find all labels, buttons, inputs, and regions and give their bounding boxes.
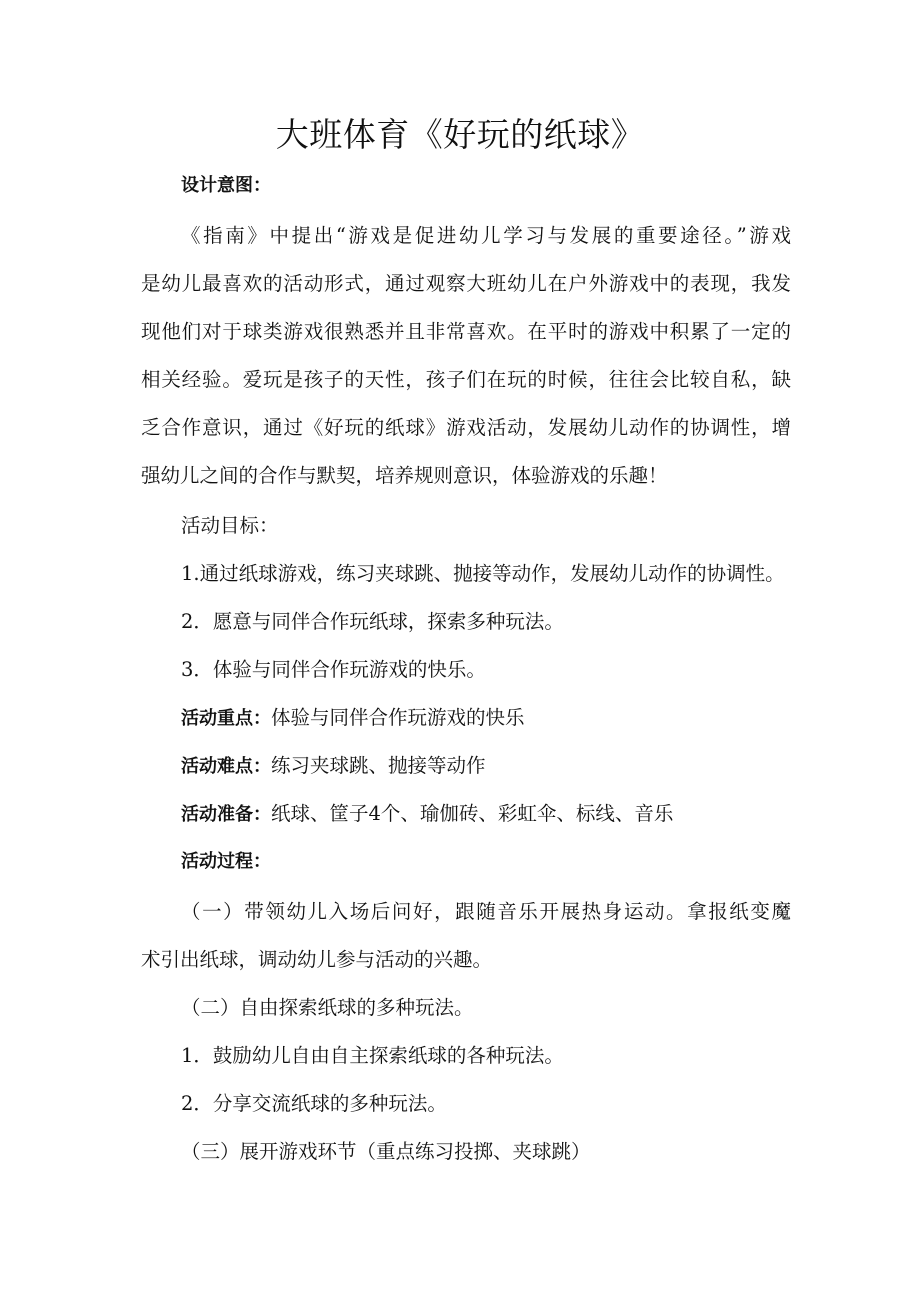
process-3-heading: （三）展开游戏环节（重点练习投掷、夹球跳） — [181, 1140, 591, 1163]
difficulty-text: 练习夹球跳、抛接等动作 — [271, 754, 486, 777]
document-title: 大班体育《好玩的纸球》 — [275, 115, 645, 154]
design-intent-heading: 设计意图： — [181, 175, 271, 196]
intent-line-5: 乏合作意识，通过《好玩的纸球》游戏活动，发展幼儿动作的协调性，增 — [141, 416, 791, 439]
process-2-heading: （二）自由探索纸球的多种玩法。 — [181, 996, 474, 1019]
preparation-row — [181, 798, 791, 831]
process-2-item-1: 1．鼓励幼儿自由自主探索纸球的各种玩法。 — [181, 1044, 564, 1067]
goal-item-3: 3．体验与同伴合作玩游戏的快乐。 — [181, 658, 486, 681]
intent-line-4: 相关经验。爱玩是孩子的天性，孩子们在玩的时候，往往会比较自私，缺 — [141, 368, 791, 391]
goal-item-1: 1.通过纸球游戏，练习夹球跳、抛接等动作，发展幼儿动作的协调性。 — [181, 562, 785, 585]
preparation-text: 纸球、筐子4个、瑜伽砖、彩虹伞、标线、音乐 — [271, 802, 674, 825]
key-point-text: 体验与同伴合作玩游戏的快乐 — [271, 706, 525, 729]
key-point-label: 活动重点： — [181, 708, 271, 729]
intent-line-2: 是幼儿最喜欢的活动形式，通过观察大班幼儿在户外游戏中的表现，我发 — [141, 272, 791, 295]
preparation-label: 活动准备： — [181, 804, 271, 825]
difficulty-label: 活动难点： — [181, 756, 271, 777]
intent-line-1: 《指南》中提出“游戏是促进幼儿学习与发展的重要途径。”游戏 — [181, 224, 791, 247]
process-2-item-2: 2．分享交流纸球的多种玩法。 — [181, 1092, 447, 1115]
intent-line-6: 强幼儿之间的合作与默契，培养规则意识，体验游戏的乐趣！ — [141, 464, 668, 487]
process-1-line-1: （一）带领幼儿入场后问好，跟随音乐开展热身运动。拿报纸变魔 — [181, 900, 791, 923]
key-point-row — [181, 702, 791, 735]
process-1-line-2: 术引出纸球，调动幼儿参与活动的兴趣。 — [141, 948, 493, 971]
goal-item-2: 2．愿意与同伴合作玩纸球，探索多种玩法。 — [181, 610, 564, 633]
difficulty-row — [181, 750, 791, 783]
process-heading: 活动过程： — [181, 851, 271, 872]
goals-heading: 活动目标： — [181, 514, 279, 537]
intent-line-3: 现他们对于球类游戏很熟悉并且非常喜欢。在平时的游戏中积累了一定的 — [141, 320, 791, 343]
